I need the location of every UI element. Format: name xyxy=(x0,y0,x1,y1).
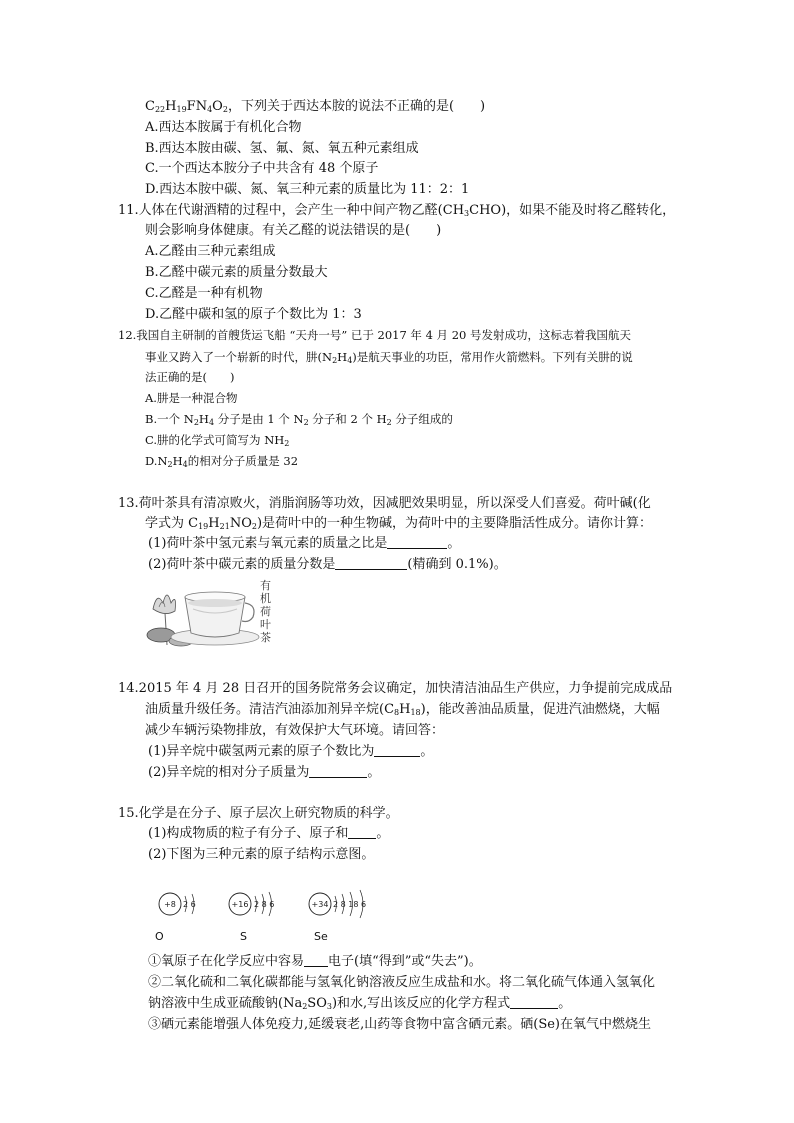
sulfur-shells: 2 8 6 xyxy=(254,900,275,909)
sulfur-nucleus: +16 xyxy=(231,900,249,909)
q12-option-c: C.肼的化学式可简写为 $NH_2$ xyxy=(145,433,290,448)
q11-stem-line1: 11.人体在代谢酒精的过程中，会产生一种中间产物乙醛$(CH_3CHO)$，如果不能及时将乙醛转化， xyxy=(118,203,676,218)
q15-subq1: ①氧原子在化学反应中容易 电子(填“得到”或“失去”)。 xyxy=(148,954,482,969)
q14-part1: (1)异辛烷中碳氢两元素的原子个数比为 。 xyxy=(148,744,434,759)
atomic-structure-diagrams xyxy=(150,882,440,926)
q12-option-b: B.一个 $N_2H_4$ 分子是由 1 个 $N_2$ 分子和 2 个 $H_2$ 分子组成的 xyxy=(145,412,453,427)
answer-blank[interactable] xyxy=(335,557,407,570)
q15-subq2-line1: ②二氧化硫和二氧化碳都能与氢氧化钠溶液反应生成盐和水。将二氧化硫气体通入氢氧化 xyxy=(148,975,656,990)
oxygen-shells: 2 6 xyxy=(183,900,196,909)
oxygen-label: O xyxy=(155,930,164,943)
tea-cup-illustration xyxy=(145,579,275,649)
q11-stem-line2: 则会影响身体健康。有关乙醛的说法错误的是( ) xyxy=(145,223,442,238)
q14-stem-line1: 14.2015 年 4 月 28 日召开的国务院常务会议确定，加快清洁油品生产供应，力争提前完成成品 xyxy=(118,681,673,696)
answer-blank[interactable] xyxy=(510,996,558,1009)
q12-option-d: $D.N_2H_4$的相对分子质量是 32 xyxy=(145,454,299,469)
lotus-tea-image xyxy=(145,579,275,649)
selenium-shells: 2 8 18 6 xyxy=(333,900,367,909)
q12-stem-line3: 法正确的是( ) xyxy=(145,370,235,384)
answer-blank[interactable] xyxy=(304,954,328,967)
q15-subq2-line2: 钠溶液中生成亚硫酸钠$(Na_2SO_3)$和水,写出该反应的化学方程式 。 xyxy=(148,996,572,1011)
q10-option-b: B.西达本胺由碳、氢、氟、氮、氧五种元素组成 xyxy=(145,141,419,156)
q13-stem-line1: 13.荷叶茶具有清凉败火，消脂润肠等功效，因减肥效果明显，所以深受人们喜爱。荷叶碱(化 xyxy=(118,496,651,511)
q14-stem-line3: 减少车辆污染物排放，有效保护大气环境。请回答： xyxy=(145,723,445,738)
q12-option-a: A.肼是一种混合物 xyxy=(145,391,238,405)
q11-option-a: A.乙醛由三种元素组成 xyxy=(145,244,276,259)
q11-option-b: B.乙醛中碳元素的质量分数最大 xyxy=(145,265,328,280)
sulfur-label: S xyxy=(240,930,247,943)
q15-subq3: ③硒元素能增强人体免疫力,延缓衰老,山药等食物中富含硒元素。硒(Se)在氧气中燃烧生 xyxy=(148,1017,652,1032)
q13-part2: (2)荷叶茶中碳元素的质量分数是 (精确到 0.1%)。 xyxy=(148,557,507,572)
answer-blank[interactable] xyxy=(374,744,420,757)
sulfur-atom-diagram xyxy=(229,892,274,916)
q11-option-c: C.乙醛是一种有机物 xyxy=(145,286,263,301)
selenium-atom-diagram xyxy=(309,890,366,918)
q15-part2: (2)下图为三种元素的原子结构示意图。 xyxy=(148,847,375,862)
tea-image-caption: 有机荷叶茶 xyxy=(260,579,271,644)
answer-blank[interactable] xyxy=(387,536,447,549)
answer-blank[interactable] xyxy=(309,765,367,778)
oxygen-atom-diagram xyxy=(159,893,196,915)
q12-stem-line1: 12.我国自主研制的首艘货运飞船 “天舟一号” 已于 2017 年 4 月 20 号发射成功，这标志着我国航天 xyxy=(118,328,632,342)
q10-option-d: D.西达本胺中碳、氮、氧三种元素的质量比为 11：2：1 xyxy=(145,182,470,197)
selenium-label: Se xyxy=(314,930,328,943)
q14-stem-line2: 油质量升级任务。清洁汽油添加剂异辛烷$(C_8H_{18})$，能改善油品质量，促进汽油燃烧，大幅 xyxy=(145,702,660,717)
q10-option-a: A.西达本胺属于有机化合物 xyxy=(145,120,302,135)
q10-option-c: C.一个西达本胺分子中共含有 48 个原子 xyxy=(145,161,379,176)
q11-option-d: D.乙醛中碳和氢的原子个数比为 1：3 xyxy=(145,307,362,322)
q13-part1: (1)荷叶茶中氢元素与氧元素的质量之比是 。 xyxy=(148,536,461,551)
q15-part1: (1)构成物质的粒子有分子、原子和 。 xyxy=(148,826,390,841)
selenium-nucleus: +34 xyxy=(311,900,329,909)
q10-stem: $C_{22}H_{19}FN_4O_2$，下列关于西达本胺的说法不正确的是( ) xyxy=(145,99,486,114)
answer-blank[interactable] xyxy=(348,826,376,839)
q13-stem-line2: 学式为 $C_{19}H_{21}NO_2$)是荷叶中的一种生物碱，为荷叶中的主要降脂活性成分。请你计算： xyxy=(145,516,653,531)
oxygen-nucleus: +8 xyxy=(164,900,176,909)
q14-part2: (2)异辛烷的相对分子质量为 。 xyxy=(148,765,381,780)
q15-stem: 15.化学是在分子、原子层次上研究物质的科学。 xyxy=(118,806,399,821)
q12-stem-line2: 事业又跨入了一个崭新的时代，肼$(N_2H_4)$是航天事业的功臣，常用作火箭燃料。下列有关肼的说 xyxy=(145,350,633,365)
